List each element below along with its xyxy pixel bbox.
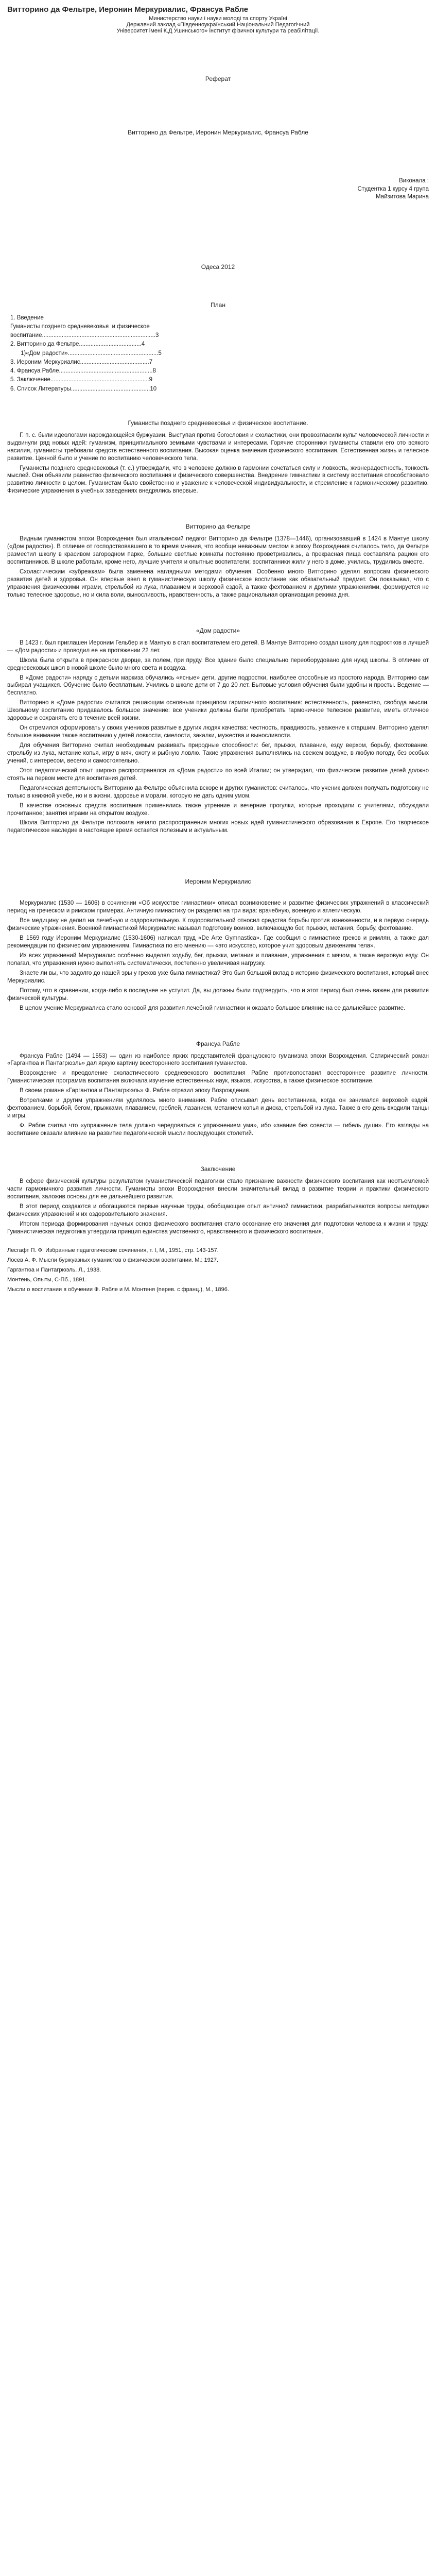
paragraph: В этот период создаются и обогащаются первые научные труды, обобщающие опыт античной гимнастики, разрабатываются вопросы методики физических упражнений и их оздоровительного значения. <box>7 1203 429 1217</box>
reference-item: Лосев А. Ф. Мысли буржуазных гуманистов о физическом воспитании. М.: 1927. <box>7 1257 219 1264</box>
paragraph: Школа Витторино да Фельтре положила начало распространения многих новых идей гуманистического образования в Европе. Его творческое педагогическое наследие в настоящее время остается полезным и актуальным. <box>7 820 429 834</box>
paragraph: В 1423 г. был приглашен Иероним Гельбер и в Мантую в стал воспитателем его детей. В Мантуе Витторино создал школу для подростков в лучшей — «Дом радости» и проводил ее на протяжении 22 лет. <box>7 639 429 654</box>
paragraph: Потому, что в сравнении, когда-либо в последнее не уступит. Да, вы должны были подтвердить, что и этот период был очень важен для развития физической культуры. <box>7 987 429 1002</box>
paragraph: Франсуа Рабле (1494 — 1553) — один из наиболее ярких представителей французского гуманизма эпохи Возрождения. Сатирический роман «Гаргантюа и Пантагрюэль» дал яркую картину всестороннего воспитания гуманистов. <box>7 1053 429 1067</box>
reference-item: Монтень, Опыты, С-Пб., 1891. <box>7 1277 87 1283</box>
paragraph: Витторино в «Доме радости» считался решающим основным принципом гармоничного воспитания: естественность, равенство, свобода мысли. Школьному воспитанию придавалось большое значение: все ученики должны были приобретать гармоничное телесное развитие, иметь отличное здоровье и сохранять его в течение всей жизни. <box>7 700 429 722</box>
reference-item: Гаргантюа и Пантагрюэль. Л., 1938. <box>7 1267 101 1274</box>
section-heading-conclusion: Заключение <box>200 1165 236 1173</box>
toc-item-humanists: Гуманисты позднего средневековья и физическое <box>10 323 150 330</box>
paragraph: В своем романе «Гаргантюа и Пантагрюэль» Ф. Рабле отразил эпоху Возрождения. <box>20 1088 251 1094</box>
paragraph: Для обучения Витторино считал необходимым развивать природные способности: бег, прыжки, плавание, езду верхом, борьбу, фехтование, стрельбу из лука, метание копья, игру в мяч, охоту и рыбную ловлю. Такие упражнения выполнялись на свежем воздухе, в любую погоду, без особых учений, с интересом, весело и самостоятельно. <box>7 742 429 764</box>
toc-heading: План <box>211 301 225 309</box>
ministry-line: Министерство науки і науки молоді та спорту Україні <box>149 15 287 22</box>
paragraph: Этот педагогический опыт широко распространялся из «Дома радости» по всей Италии; он утверждал, что физическое развитие детей должно стоять на первом месте для воспитания детей. <box>7 767 429 782</box>
section-heading-humanists: Гуманисты позднего средневековья и физическое воспитание. <box>128 419 308 427</box>
toc-item-feltre-sub: 1)«Дом радости».......................................................5 <box>21 350 162 357</box>
section-heading-dom-radosti: «Дом радости» <box>196 626 240 634</box>
paragraph: Видным гуманистом эпохи Возрождения был итальянский педагог Витторино да Фельтре (1378—1446), организовавший в 1424 в Мантуе школу («Дом радости»). В отличие от господствовавшего в то время мнения, что вообще неважным местом в эпоху Возрождения считалось тело, да Фельтре разместил школу в красивом загородном парке, большие светлые комнаты постоянно проветривались, а прекрасная пища составляла рацион его воспитанников. В школе работали, кроме него, лучшие учителя и опытные воспитатели; воспитанники жили у него в доме, учились, трудились вместе. <box>7 536 429 566</box>
paragraph: Г. п. с. были идеологами нарождающейся буржуазии. Выступая против богословия и схоластики, они провозгласили культ человеческой личности и выдвинули ряд новых идей: гуманизм, принципиального земными чувствами и интересами. Горячие сторонники гуманисты ставили его ото всякого насилия, гуманисты требовали средств естественного воспитания. Высокая оценка значения физического воспитания. Естественная жизнь и телесное развитие. Ценной было и учение по воспитанию человеческого тела. <box>7 432 429 462</box>
paragraph: Все медицину не делил на лечебную и оздоровительную. К оздоровительной относил средства борьбы против изнеженности, и в первую очередь физические упражнения. Военной гимнастикой Меркуриалис называл подготовку воинов, включающую бег, прыжки, метания, борьбу, фехтование. <box>7 918 429 932</box>
section-heading-mercurialis: Иероним Меркуриалис <box>185 878 251 886</box>
paragraph: Он стремился сформировать у своих учеников развитые в других людях качества: честность, правдивость, уважение к старшим. Витторино уделял большое внимание также воспитанию у детей ловкости, смелости, закалки, мужества и выносливости. <box>7 725 429 739</box>
section-heading-rabelais: Франсуа Рабле <box>196 1040 240 1047</box>
paragraph: В сфере физической культуры результатом гуманистической педагогики стало признание важности физического воспитания как неотъемлемой части гармоничного развития личности. Гуманисты эпохи Возрождения внесли значительный вклад в развитие теории и практики физического воспитания, заложив основы для ее дальнейшего развития. <box>7 1178 429 1200</box>
paragraph: Схоластическим «зубрежкам» была заменена наглядными методами обучения. Особенно много Витторино уделял вопросам физического развития детей и здоровья. Он впервые ввел в гуманистическую школу физическое воспитание как обязательный предмет. Он показывал, что с упражнения физическими играми, стрельбой из лука, плаванием и верховой ездой, а также фехтованием и другими упражнениями, формируется не только телесное здоровье, но и сила воли, выносливость, нравственность, а также рациональная организация режима дня. <box>7 569 429 598</box>
paragraph: Знаете ли вы, что задолго до нашей эры у греков уже была гимнастика? Это был большой вклад в историю физического воспитания, который внес Меркуриалис. <box>7 970 429 984</box>
paragraph: В качестве основных средств воспитания применялись также утренние и вечерние прогулки, которые проходили с учителями, обсуждали прочитанное; занятия играми на открытом воздухе. <box>7 802 429 817</box>
paragraph: Из всех упражнений Меркуриалис особенно выделял ходьбу, бег, прыжки, метания и плавание, упражнения с мячом, а также верховую езду. Он полагал, что упражнения нужно выполнять систематически, постепенно увеличивая нагрузку. <box>7 952 429 967</box>
toc-item-mercurialis: 3. Иероним Меркуриалис..........................................7 <box>10 359 153 365</box>
paragraph: Педагогическая деятельность Витторино да Фельтре объяснила вскоре и других гуманистов: считалось, что ученик должен получать подготовку не только в книжной учебе, но и в жизни, здоровье и морали, которую не дать одним умом. <box>7 785 429 799</box>
paragraph: Итогом периода формирования научных основ физического воспитания стало осознание его значения для подготовки человека к жизни и труду. Гуманистическая педагогика утвердила принцип единства умственного, нравственного и физического воспитания. <box>7 1221 429 1235</box>
paragraph: Меркуриалис (1530 — 1606) в сочинении «Об искусстве гимнастики» описал возникновение и развитие физических упражнений в классический период на греческом и римском примерах. Античную гимнастику он разделил на три вида: врачебную, военную и атлетическую. <box>7 900 429 914</box>
paragraph: В 1569 году Иероним Меркуриалис (1530-1606) написал труд «De Arte Gymnastica». Где сообщил о гимнастике греков и римлян, а также дал рекомендации по физическим упражнениям. Гимнастика по его мнению — «это искусство, которое учит здоровым движениям тела». <box>7 935 429 950</box>
toc-item-conclusion: 5. Заключение............................................................9 <box>10 377 153 383</box>
paragraph: В целом учение Меркуриалиса стало основой для развития лечебной гимнастики и оказало большое влияние на ее дальнейшее развитие. <box>20 1005 406 1011</box>
toc-item-intro: 1. Введение <box>10 314 44 321</box>
paragraph: В «Доме радости» наряду с детьми маркиза обучались «ясные» дети, другие подростки, наиболее способные из простого народа. Витторино сам выбирал учащихся. Обучение было бесплатным. Учились в школе дети от 7 до 20 лет. Бытовые условия обучения были удобны и просты. Ведение — бесплатно. <box>7 674 429 697</box>
section-heading-feltre: Витторино да Фельтре <box>185 523 251 531</box>
paragraph: Вотрелками и другим упражнениям уделялось много внимания. Рабле описывал день воспитанника, когда он занимался верховой ездой, фехтованием, борьбой, бегом, прыжками, плаванием, греблей, лазанием, метанием копья и диска, стрельбой из лука. Также в его день входили танцы и игры. <box>7 1097 429 1120</box>
institution-line-2: Університет імені К.Д Ушинського» інститут фізичної культури та реабілітації. <box>116 28 320 34</box>
cover-topic: Витторино да Фельтре, Иеронин Меркуриалис, Франсуа Рабле <box>128 129 308 136</box>
paragraph: Возрождение и преодоление схоластического средневекового воспитания Рабле противопоставил всестороннее развитие личности. Гуманистическая программа воспитания включала изучение естественных наук, языков, искусства, а также физическое воспитание. <box>7 1070 429 1084</box>
reference-item: Лесгафт П. Ф. Избранные педагогические сочинения, т. I, М., 1951, стр. 143-157. <box>7 1247 219 1254</box>
paragraph: Школа была открыта в прекрасном дворце, за полем, при пруду. Все здание было специально переоборудовано для нужд школы. В отличие от средневековых школ в новой школе было много света и воздуха. <box>7 657 429 671</box>
reference-item: Мысли о воспитании в обучении Ф. Рабле и М. Монтеня (перев. с франц.), М., 1896. <box>7 1286 229 1293</box>
referat-label: Реферат <box>205 75 231 82</box>
done-by: Виконала : <box>399 178 429 184</box>
toc-item-feltre: 2. Витторино да Фельтре......................................4 <box>10 341 145 348</box>
student-info: Студентка 1 курсу 4 група <box>357 185 429 192</box>
student-name: Майзитова Марина <box>375 194 429 200</box>
toc-item-rabelais: 4. Франсуа Рабле.........................................................8 <box>10 368 156 375</box>
city-year: Одеса 2012 <box>201 263 235 270</box>
page-title: Витторино да Фельтре, Иеронин Меркуриалис, Франсуа Рабле <box>7 5 249 14</box>
institution-line-1: Державний заклад «Південноукраїнський Національний Педагогічний <box>126 22 310 28</box>
paragraph: Ф. Рабле считал что «упражнение тела должно чередоваться с упражнением ума», ибо «знание без совести — гибель души». Его взгляды на воспитание оказали влияние на развитие педагогической мысли последующих столетий. <box>7 1123 429 1137</box>
toc-item-humanists-cont: воспитание.....................................................................3 <box>10 332 159 339</box>
toc-item-sources: 6. Список Литературы................................................10 <box>10 385 157 392</box>
paragraph: Гуманисты позднего средневековья (т. с.) утверждали, что в человеке должно в гармонии сочетаться силу и ловкость, жизнерадостность, тонкость мыслей. Они объявили равенство физического воспитания и физического совершенства. Внедрение гимнастики в систему воспитания способствовало развитию личности в целом. Гуманистам было свойственно и уважение к человеческой индивидуальности, и стремление к гармоническому развитию. Физические упражнения в учебных заведениях внедрялись впервые. <box>7 465 429 495</box>
